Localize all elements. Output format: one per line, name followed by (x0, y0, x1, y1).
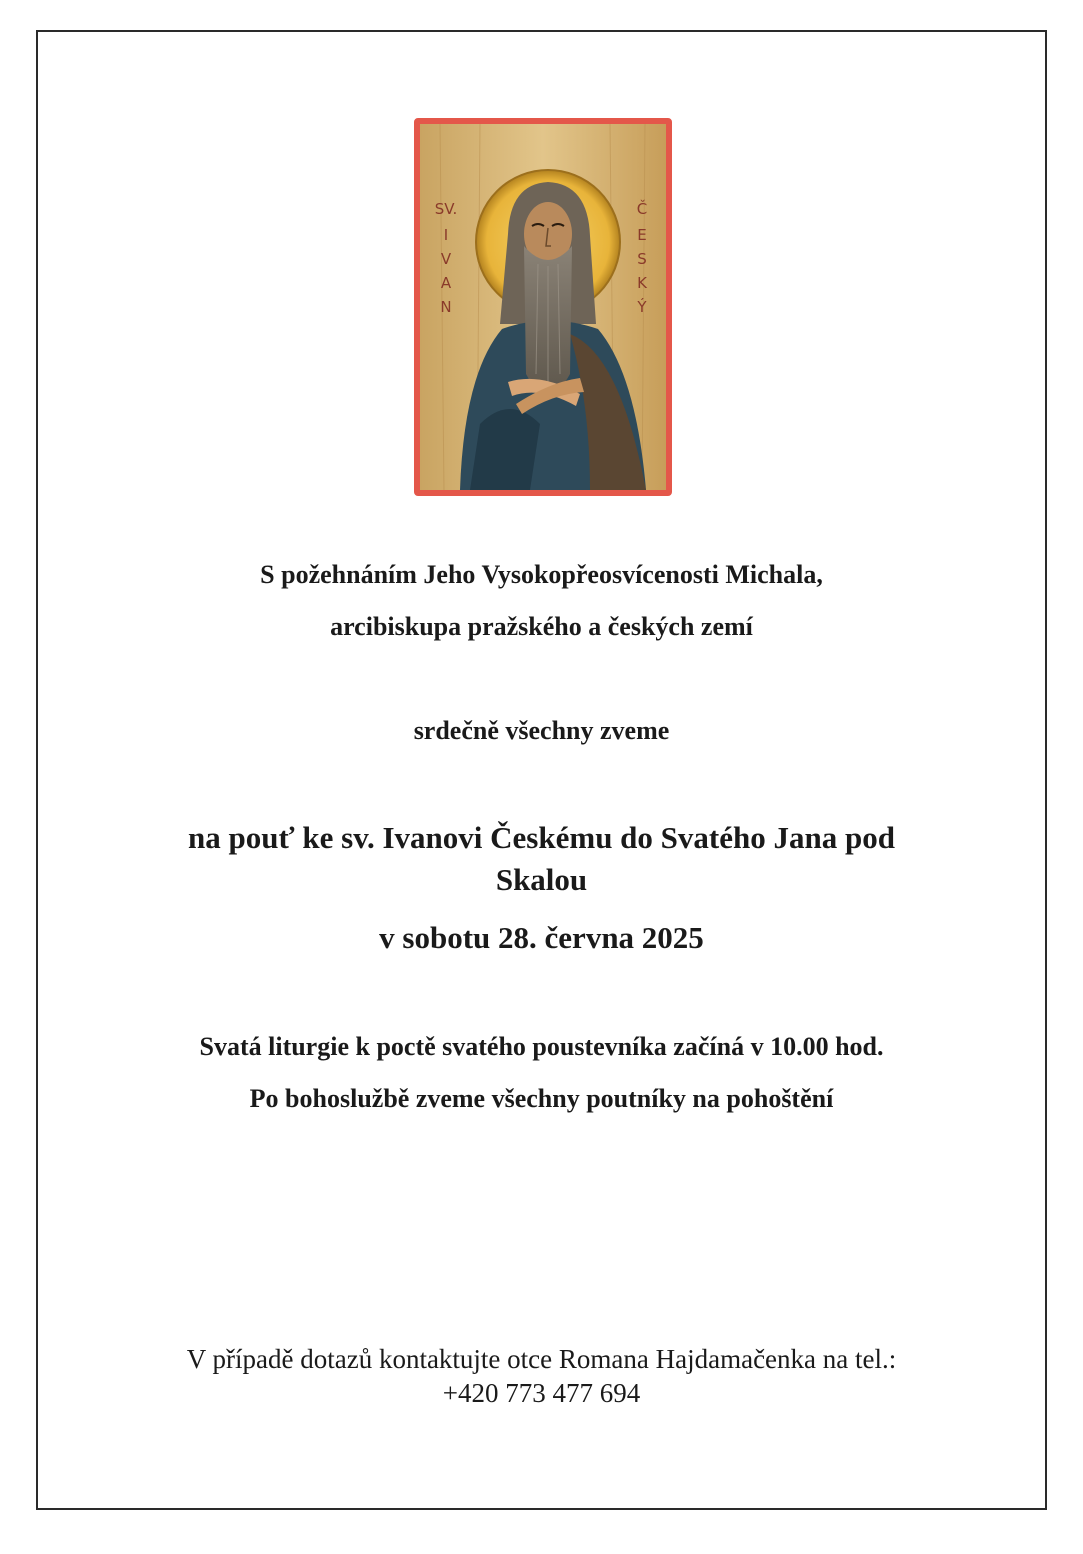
liturgy-line-1: Svatá liturgie k poctě svatého poustevníka začíná v 10.00 hod. (199, 1032, 884, 1061)
inscription-left-2: I (443, 226, 449, 244)
inscription-right-5: Ý (637, 298, 647, 316)
saint-ivan-icon (414, 118, 672, 496)
contact-line: V případě dotazů kontaktujte otce Romana Hajdamačenka na tel.: (186, 1344, 897, 1374)
pilgrimage-line-1: na pouť ke sv. Ivanovi Českému do Svatého Jana pod (188, 820, 895, 855)
inscription-right-1: Č (636, 200, 648, 218)
blessing-line-2: arcibiskupa pražského a českých zemí (330, 612, 753, 641)
inscription-right-2: E (637, 226, 647, 244)
invite-text: srdečně všechny zveme (413, 716, 670, 745)
inscription-left-3: V (440, 250, 452, 268)
inscription-right-3: S (637, 250, 647, 268)
inscription-left-4: A (440, 274, 452, 292)
inscription-left-1: SV. (434, 200, 458, 218)
blessing-line-1: S požehnáním Jeho Vysokopřeosvícenosti Michala, (260, 560, 823, 589)
inscription-right-4: K (637, 274, 647, 292)
pilgrimage-line-2: Skalou (495, 862, 588, 897)
liturgy-line-2: Po bohoslužbě zveme všechny poutníky na pohoštění (249, 1084, 834, 1113)
contact-phone: +420 773 477 694 (442, 1378, 641, 1408)
pilgrimage-date: v sobotu 28. června 2025 (379, 920, 704, 955)
inscription-left-5: N (440, 298, 452, 316)
